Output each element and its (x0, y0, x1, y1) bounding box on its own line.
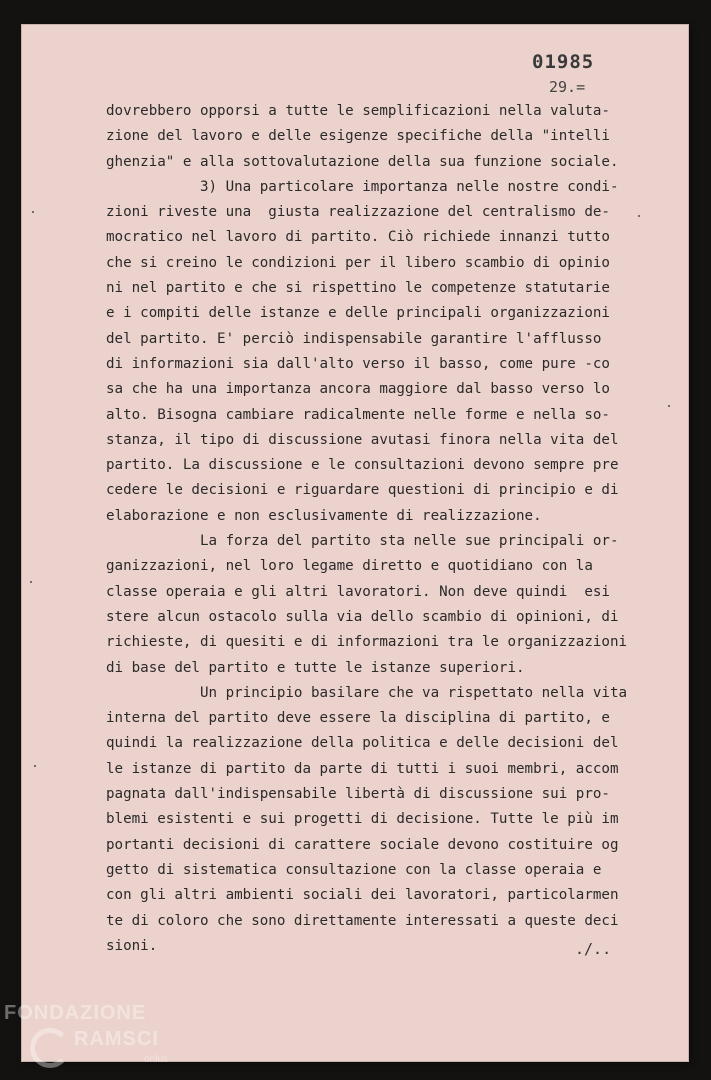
watermark-line1: FONDAZIONE (4, 1002, 147, 1024)
text-line: blemi esistenti e sui progetti di decisione. Tutte le più im (106, 811, 619, 828)
paper-speck (32, 211, 34, 213)
text-line: le istanze di partito da parte di tutti i suoi membri, accom (106, 760, 619, 777)
text-line: partito. La discussione e le consultazioni devono sempre pre (106, 457, 619, 474)
text-line: quindi la realizzazione della politica e delle decisioni del (106, 735, 619, 752)
text-line: elaborazione e non esclusivamente di realizzazione. (106, 507, 542, 524)
text-line: interna del partito deve essere la disciplina di partito, e (106, 710, 610, 727)
text-line: richieste, di quesiti e di informazioni tra le organizzazioni (106, 634, 628, 651)
text-line: del partito. E' perciò indispensabile garantire l'afflusso (106, 330, 602, 347)
watermark-line3: onlus (144, 1054, 168, 1065)
text-line: mocratico nel lavoro di partito. Ciò richiede innanzi tutto (106, 229, 610, 246)
text-line: di base del partito e tutte le istanze superiori. (106, 659, 525, 676)
text-line: Un principio basilare che va rispettato nella vita (106, 684, 628, 701)
text-line: ni nel partito e che si rispettino le competenze statutarie (106, 280, 610, 297)
text-line: cedere le decisioni e riguardare questioni di principio e di (106, 482, 619, 499)
text-line: stere alcun ostacolo sulla via dello scambio di opinioni, di (106, 608, 619, 625)
document-page (22, 25, 688, 1061)
continuation-mark: ./.. (575, 940, 612, 958)
text-line: te di coloro che sono direttamente interessati a queste deci (106, 912, 619, 929)
paper-speck (638, 215, 640, 217)
paper-speck (668, 405, 670, 407)
text-line: classe operaia e gli altri lavoratori. Non deve quindi esi (106, 583, 610, 600)
text-line: ganizzazioni, nel loro legame diretto e quotidiano con la (106, 558, 593, 575)
fondazione-gramsci-watermark (4, 1002, 204, 1074)
text-line: 3) Una particolare importanza nelle nostre condi- (106, 178, 619, 195)
text-line: sioni. (106, 937, 158, 954)
page-number: 29.= (549, 78, 586, 96)
text-line: zioni riveste una giusta realizzazione del centralismo de- (106, 204, 610, 221)
text-line: alto. Bisogna cambiare radicalmente nelle forme e nella so- (106, 406, 610, 423)
text-line: che si creino le condizioni per il libero scambio di opinio (106, 254, 610, 271)
text-line: zione del lavoro e delle esigenze specifiche della "intelli (106, 128, 610, 145)
text-line: sa che ha una importanza ancora maggiore dal basso verso lo (106, 381, 610, 398)
text-line: dovrebbero opporsi a tutte le semplificazioni nella valuta- (106, 103, 610, 119)
text-line: pagnata dall'indispensabile libertà di discussione sui pro- (106, 786, 610, 803)
paper-speck (34, 765, 36, 767)
text-line: portanti decisioni di carattere sociale devono costituire og (106, 836, 619, 853)
watermark-line2: RAMSCI (74, 1028, 159, 1050)
document-number: 01985 (532, 51, 595, 73)
paper-speck (30, 581, 32, 583)
typed-text-body (106, 99, 646, 959)
text-line: getto di sistematica consultazione con la classe operaia e (106, 861, 602, 878)
text-line: con gli altri ambienti sociali dei lavoratori, particolarmen (106, 887, 619, 904)
text-line: di informazioni sia dall'alto verso il basso, come pure -co (106, 355, 610, 372)
text-line: stanza, il tipo di discussione avutasi finora nella vita del (106, 431, 619, 448)
watermark-g-logo-icon (30, 1028, 70, 1068)
text-line: La forza del partito sta nelle sue principali or- (106, 533, 619, 550)
text-line: e i compiti delle istanze e delle principali organizzazioni (106, 305, 610, 322)
text-line: ghenzia" e alla sottovalutazione della sua funzione sociale. (106, 153, 619, 170)
